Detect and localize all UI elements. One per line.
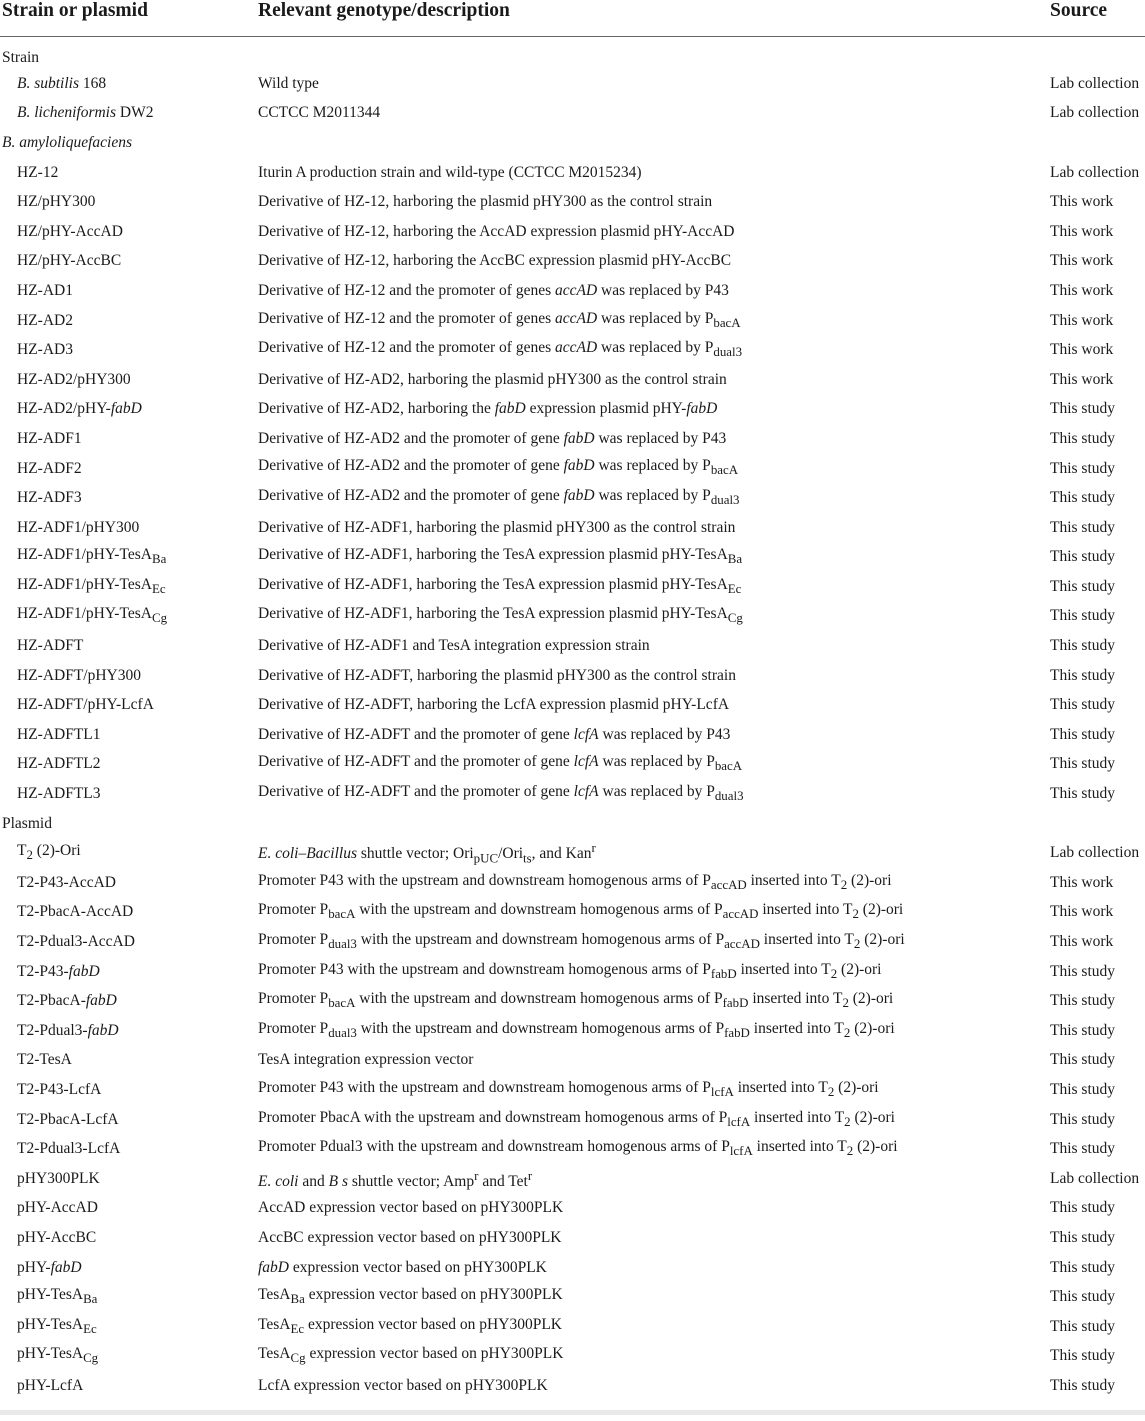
cell-strain-or-plasmid: HZ-ADF1/pHY-TesA$_{Ba}$ — [17, 546, 167, 567]
cell-source: This study — [1050, 1258, 1116, 1276]
cell-description: Derivative of HZ-12, harboring the plasmid pHY300 as the control strain — [258, 193, 713, 211]
cell-description: Promoter PbacA with the upstream and downstream homogenous arms of $P_{lcfA}$ inserted into $T_2$ (2)-ori — [258, 1108, 895, 1129]
cell-strain-or-plasmid: B. subtilis 168 — [17, 74, 107, 92]
cell-source: This study — [1050, 548, 1116, 566]
cell-source: This study — [1050, 518, 1116, 536]
cell-strain-or-plasmid: HZ-ADFTL3 — [17, 785, 101, 803]
section-row — [0, 809, 1145, 839]
cell-source: This study — [1050, 1228, 1116, 1246]
table-row — [0, 1371, 1145, 1401]
table-row — [0, 1105, 1145, 1135]
cell-description: Iturin A production strain and wild-type (CCTCC M2015234) — [258, 163, 642, 181]
cell-source: Lab collection — [1050, 104, 1140, 122]
cell-source: Lab collection — [1050, 844, 1140, 862]
cell-source: This study — [1050, 696, 1116, 714]
table-row — [0, 1075, 1145, 1105]
table-header — [0, 0, 1145, 37]
cell-source: This study — [1050, 1080, 1116, 1098]
section-label: Plasmid — [2, 814, 52, 832]
table-row — [0, 99, 1145, 129]
cell-description: Derivative of HZ-12 and the promoter of genes accAD was replaced by $P_{dual3}$ — [258, 339, 743, 360]
cell-strain-or-plasmid: HZ-ADF1/pHY-TesA$_{Ec}$ — [17, 575, 166, 596]
table-row — [0, 779, 1145, 809]
table-row — [0, 306, 1145, 336]
cell-description: fabD expression vector based on pHY300PLK — [258, 1258, 547, 1276]
cell-description — [258, 809, 1050, 839]
cell-strain-or-plasmid: HZ-ADF2 — [17, 459, 82, 477]
cell-source: This work — [1050, 193, 1114, 211]
cell-description: Promoter P43 with the upstream and downstream homogenous arms of $P_{fabD}$ inserted into $T_2$ (2)-ori — [258, 960, 882, 981]
cell-source: This work — [1050, 281, 1114, 299]
table-row — [0, 986, 1145, 1016]
cell-description: Derivative of HZ-ADFT, harboring the LcfA expression plasmid pHY-LcfA — [258, 696, 730, 714]
cell-description: Derivative of HZ-ADFT and the promoter of gene lcfA was replaced by P43 — [258, 725, 731, 743]
cell-strain-or-plasmid: HZ-ADF1/pHY300 — [17, 518, 140, 536]
cell-description: Derivative of HZ-ADFT and the promoter of gene lcfA was replaced by $P_{dual3}$ — [258, 783, 744, 804]
table-row — [0, 454, 1145, 484]
table-row — [0, 483, 1145, 513]
cell-source: This study — [1050, 1317, 1116, 1335]
table-row — [0, 1164, 1145, 1194]
cell-source: This study — [1050, 1288, 1116, 1306]
cell-strain-or-plasmid: T2-Pdual3-LcfA — [17, 1140, 121, 1158]
cell-description: Derivative of HZ-ADFT, harboring the plasmid pHY300 as the control strain — [258, 666, 736, 684]
cell-description: Derivative of HZ-ADF1, harboring the TesA expression plasmid pHY-TesA$_{Ba}$ — [258, 546, 743, 567]
cell-description: Promoter P43 with the upstream and downstream homogenous arms of $P_{lcfA}$ inserted into $T_2$ (2)-ori — [258, 1078, 879, 1100]
cell-strain-or-plasmid: B. licheniformis DW2 — [17, 104, 154, 122]
table-body — [0, 37, 1145, 1401]
cell-strain-or-plasmid: HZ-ADF3 — [17, 489, 82, 507]
cell-description: Wild type — [258, 74, 319, 92]
table-row — [0, 1194, 1145, 1224]
cell-source: This study — [1050, 666, 1116, 684]
cell-strain-or-plasmid: T2-P43-fabD — [17, 962, 100, 980]
cell-strain-or-plasmid: pHY-AccBC — [17, 1228, 97, 1246]
cell-description: Derivative of HZ-ADFT and the promoter of gene lcfA was replaced by $P_{bacA}$ — [258, 753, 743, 774]
table-row — [0, 513, 1145, 543]
cell-source: This study — [1050, 725, 1116, 743]
cell-strain-or-plasmid: HZ-ADFT/pHY-LcfA — [17, 696, 154, 714]
table-row — [0, 276, 1145, 306]
cell-description: Derivative of HZ-ADF1, harboring the TesA expression plasmid pHY-TesA$_{Cg}$ — [258, 605, 743, 626]
cell-strain-or-plasmid: HZ-12 — [17, 163, 59, 181]
cell-strain-or-plasmid: pHY-AccAD — [17, 1199, 98, 1217]
cell-description: LcfA expression vector based on pHY300PLK — [258, 1376, 548, 1394]
cell-source: This work — [1050, 222, 1114, 240]
table-row — [0, 247, 1145, 277]
cell-description — [258, 128, 1050, 158]
table-row — [0, 1046, 1145, 1076]
cell-description: Derivative of HZ-AD2, harboring the plasmid pHY300 as the control strain — [258, 370, 727, 388]
table-row — [0, 424, 1145, 454]
cell-strain-or-plasmid: T2-Pdual3-AccAD — [17, 933, 135, 951]
cell-description: TesA$_{Cg}$ expression vector based on pHY300PLK — [258, 1345, 564, 1366]
cell-strain-or-plasmid: HZ/pHY-AccAD — [17, 222, 123, 240]
cell-source: This study — [1050, 1140, 1116, 1158]
cell-source: This study — [1050, 577, 1116, 595]
table-row — [0, 1342, 1145, 1372]
cell-description: AccBC expression vector based on pHY300PLK — [258, 1228, 562, 1246]
cell-description: Derivative of HZ-AD2 and the promoter of gene fabD was replaced by P43 — [258, 429, 727, 447]
table-row — [0, 1223, 1145, 1253]
table-row — [0, 69, 1145, 99]
cell-strain-or-plasmid: HZ-AD2/pHY300 — [17, 370, 131, 388]
cell-description: TesA$_{Ec}$ expression vector based on pHY300PLK — [258, 1315, 562, 1336]
cell-strain-or-plasmid: T2-P43-LcfA — [17, 1080, 102, 1098]
header-strain-or-plasmid: Strain or plasmid — [0, 0, 258, 37]
table-row — [0, 217, 1145, 247]
cell-description: Derivative of HZ-ADF1 and TesA integration expression strain — [258, 637, 650, 655]
cell-source: This work — [1050, 341, 1114, 359]
header-row — [0, 0, 1145, 37]
cell-strain-or-plasmid: pHY300PLK — [17, 1169, 100, 1187]
cell-source: This study — [1050, 785, 1116, 803]
cell-strain-or-plasmid: HZ-ADFT — [17, 637, 84, 655]
cell-strain-or-plasmid: HZ-ADF1 — [17, 429, 82, 447]
cell-source: This study — [1050, 755, 1116, 773]
header-genotype-description: Relevant genotype/description — [258, 0, 1050, 37]
cell-strain-or-plasmid: T2-TesA — [17, 1051, 72, 1069]
cell-description: Derivative of HZ-12, harboring the AccBC expression plasmid pHY-AccBC — [258, 252, 732, 270]
table-row — [0, 1312, 1145, 1342]
cell-strain-or-plasmid: HZ/pHY300 — [17, 193, 96, 211]
table-row — [0, 720, 1145, 750]
table-row — [0, 838, 1145, 868]
cell-source: This work — [1050, 370, 1114, 388]
cell-description — [258, 37, 1050, 70]
cell-strain-or-plasmid: HZ/pHY-AccBC — [17, 252, 122, 270]
cell-strain-or-plasmid: HZ-ADFTL2 — [17, 755, 101, 773]
cell-description: TesA$_{Ba}$ expression vector based on pHY300PLK — [258, 1286, 563, 1307]
table-row — [0, 602, 1145, 632]
table-row — [0, 631, 1145, 661]
table-row — [0, 868, 1145, 898]
cell-description: CCTCC M2011344 — [258, 104, 381, 122]
table-row — [0, 750, 1145, 780]
table-row — [0, 927, 1145, 957]
cell-strain-or-plasmid: T2-PbacA-AccAD — [17, 903, 134, 921]
bottom-rule — [0, 1410, 1145, 1415]
cell-source: This study — [1050, 400, 1116, 418]
cell-source: This study — [1050, 962, 1116, 980]
cell-source: This study — [1050, 1376, 1116, 1394]
cell-strain-or-plasmid: HZ-ADFTL1 — [17, 725, 101, 743]
table-row — [0, 690, 1145, 720]
cell-source: This work — [1050, 311, 1114, 329]
table-row — [0, 661, 1145, 691]
cell-source: This work — [1050, 903, 1114, 921]
cell-strain-or-plasmid: pHY-LcfA — [17, 1376, 84, 1394]
cell-strain-or-plasmid: T2-Pdual3-fabD — [17, 1021, 119, 1039]
cell-source — [1050, 37, 1145, 70]
cell-source: This work — [1050, 252, 1114, 270]
cell-source: This study — [1050, 429, 1116, 447]
cell-description: E. coli and B s shuttle vector; Amp$^r$ and Tet$^r$ — [258, 1167, 533, 1190]
cell-strain-or-plasmid: HZ-ADF1/pHY-TesA$_{Cg}$ — [17, 605, 168, 626]
cell-source — [1050, 809, 1145, 839]
cell-source — [1050, 128, 1145, 158]
cell-description: Promoter $P_{dual3}$ with the upstream and downstream homogenous arms of $P_{accAD}$ inserted into $T_2$ (2)-ori — [258, 930, 905, 952]
section-row — [0, 128, 1145, 158]
cell-source: This study — [1050, 489, 1116, 507]
cell-source: Lab collection — [1050, 1169, 1140, 1187]
cell-source: This work — [1050, 873, 1114, 891]
cell-strain-or-plasmid: pHY-fabD — [17, 1258, 82, 1276]
section-label: Strain — [2, 49, 40, 66]
table-row — [0, 572, 1145, 602]
section-label: B. amyloliquefaciens — [2, 133, 132, 151]
cell-description: TesA integration expression vector — [258, 1051, 474, 1069]
cell-description: Promoter P43 with the upstream and downstream homogenous arms of $P_{accAD}$ inserted into $T_2$ (2)-ori — [258, 871, 892, 892]
cell-description: E. coli–Bacillus shuttle vector; Ori$_{pUC}$/Ori$_{ts}$, and Kan$^r$ — [258, 840, 596, 866]
table-row — [0, 1253, 1145, 1283]
table-row — [0, 1134, 1145, 1164]
table-row — [0, 365, 1145, 395]
table-row — [0, 335, 1145, 365]
cell-strain-or-plasmid: T2-PbacA-fabD — [17, 992, 117, 1010]
header-source: Source — [1050, 0, 1145, 37]
cell-strain-or-plasmid: pHY-TesA$_{Ec}$ — [17, 1315, 97, 1336]
cell-source: Lab collection — [1050, 74, 1140, 92]
section-row — [0, 37, 1145, 70]
cell-strain-or-plasmid: pHY-TesA$_{Cg}$ — [17, 1345, 99, 1366]
cell-description: AccAD expression vector based on pHY300PLK — [258, 1199, 564, 1217]
cell-strain-or-plasmid: HZ-ADFT/pHY300 — [17, 666, 141, 684]
cell-source: Lab collection — [1050, 163, 1140, 181]
cell-description: Promoter Pdual3 with the upstream and downstream homogenous arms of $P_{lcfA}$ inserted into $T_2$ (2)-ori — [258, 1138, 898, 1159]
cell-description: Derivative of HZ-AD2, harboring the fabD expression plasmid pHY-fabD — [258, 400, 718, 418]
cell-source: This study — [1050, 637, 1116, 655]
cell-description: Derivative of HZ-AD2 and the promoter of gene fabD was replaced by $P_{dual3}$ — [258, 487, 740, 508]
table-row — [0, 1282, 1145, 1312]
table-row — [0, 957, 1145, 987]
cell-description: Promoter $P_{dual3}$ with the upstream and downstream homogenous arms of $P_{fabD}$ inserted into $T_2$ (2)-ori — [258, 1019, 895, 1040]
cell-strain-or-plasmid: T2-P43-AccAD — [17, 873, 117, 891]
table-row — [0, 1016, 1145, 1046]
table-row — [0, 187, 1145, 217]
table-row — [0, 898, 1145, 928]
cell-source: This study — [1050, 459, 1116, 477]
cell-source: This study — [1050, 992, 1116, 1010]
cell-description: Derivative of HZ-ADF1, harboring the TesA expression plasmid pHY-TesA$_{Ec}$ — [258, 575, 742, 596]
cell-strain-or-plasmid: HZ-AD2 — [17, 311, 73, 329]
cell-description: Derivative of HZ-12 and the promoter of genes accAD was replaced by P43 — [258, 281, 729, 299]
cell-description: Derivative of HZ-12, harboring the AccAD expression plasmid pHY-AccAD — [258, 222, 735, 240]
cell-source: This study — [1050, 1021, 1116, 1039]
cell-description: Derivative of HZ-ADF1, harboring the plasmid pHY300 as the control strain — [258, 518, 736, 536]
cell-source: This study — [1050, 1347, 1116, 1365]
cell-source: This study — [1050, 607, 1116, 625]
cell-source: This study — [1050, 1051, 1116, 1069]
cell-description: Derivative of HZ-AD2 and the promoter of gene fabD was replaced by $P_{bacA}$ — [258, 457, 739, 478]
cell-description: Promoter $P_{bacA}$ with the upstream and downstream homogenous arms of $P_{accAD}$ inserted into $T_2$ (2)-ori — [258, 901, 904, 922]
cell-strain-or-plasmid: pHY-TesA$_{Ba}$ — [17, 1286, 98, 1307]
table-row — [0, 395, 1145, 425]
cell-source: This study — [1050, 1110, 1116, 1128]
cell-description: Promoter $P_{bacA}$ with the upstream and downstream homogenous arms of $P_{fabD}$ inserted into $T_2$ (2)-ori — [258, 990, 894, 1011]
cell-strain-or-plasmid: HZ-AD3 — [17, 341, 73, 359]
cell-strain-or-plasmid: $T_2$ (2)-Ori — [17, 842, 81, 863]
cell-strain-or-plasmid: HZ-AD1 — [17, 281, 73, 299]
table-row — [0, 158, 1145, 188]
table-row — [0, 543, 1145, 573]
cell-strain-or-plasmid: T2-PbacA-LcfA — [17, 1110, 119, 1128]
cell-source: This study — [1050, 1199, 1116, 1217]
cell-description: Derivative of HZ-12 and the promoter of genes accAD was replaced by $P_{bacA}$ — [258, 309, 741, 330]
cell-strain-or-plasmid: HZ-AD2/pHY-fabD — [17, 400, 142, 418]
cell-source: This work — [1050, 933, 1114, 951]
